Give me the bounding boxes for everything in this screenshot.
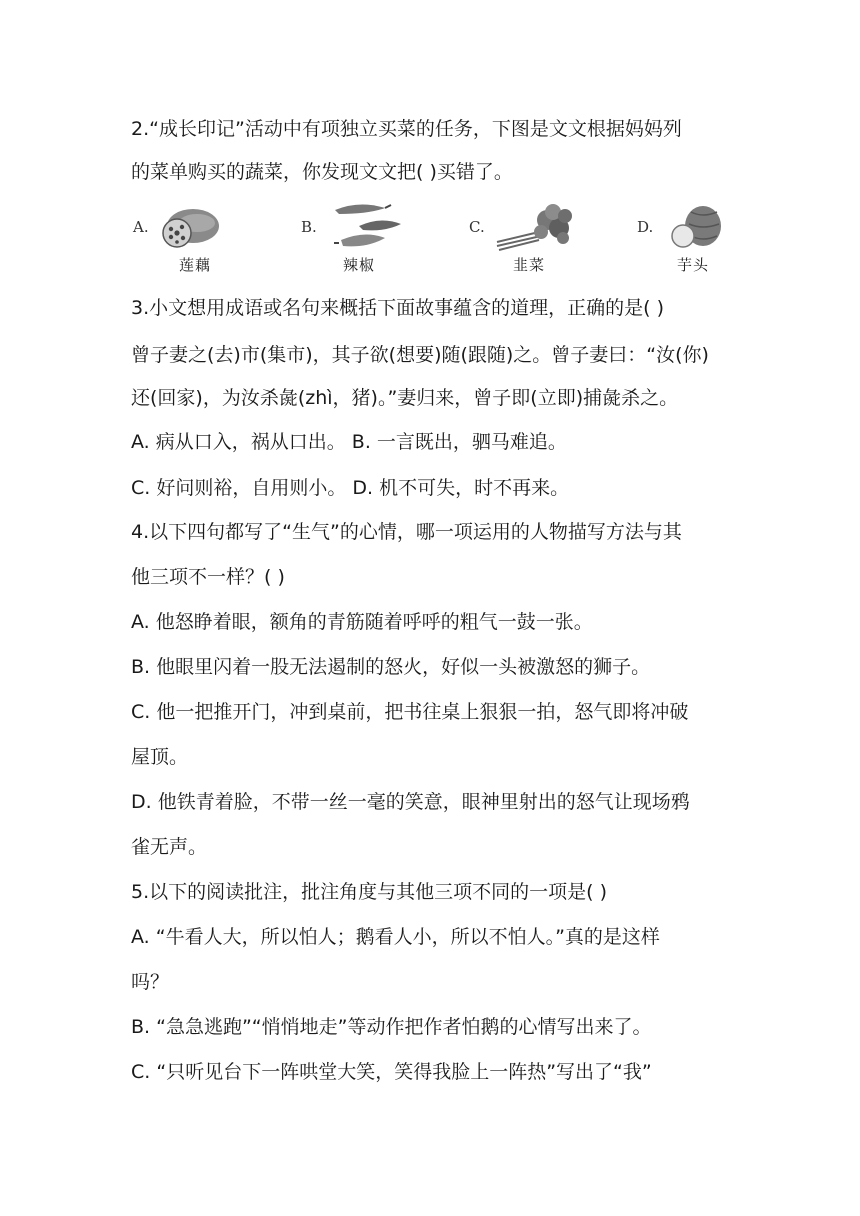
q2-image-options xyxy=(131,200,731,280)
q2-line-2: 的菜单购买的蔬菜，你发现文文把( )买错了。 xyxy=(131,161,513,183)
q4-option-d-line-1: D. 他铁青着脸，不带一丝一毫的笑意，眼神里射出的怒气让现场鸦 xyxy=(131,791,690,813)
leafy-vegetable-icon xyxy=(493,202,575,252)
q5-option-a-line-1: A. “牛看人大，所以怕人；鹅看人小，所以不怕人。”真的是这样 xyxy=(131,926,660,948)
q4-option-a: A. 他怒睁着眼，额角的青筋随着呼呼的粗气一鼓一张。 xyxy=(131,611,593,633)
q4-line-2: 他三项不一样？( ) xyxy=(131,566,285,588)
q4-option-c-line-2: 屋顶。 xyxy=(131,746,189,768)
option-a xyxy=(131,200,281,280)
q4-option-b: B. 他眼里闪着一股无法遏制的怒火，好似一头被激怒的狮子。 xyxy=(131,656,651,678)
q4-option-d-line-2: 雀无声。 xyxy=(131,836,208,858)
q3-line-1: 3.小文想用成语或名句来概括下面故事蕴含的道理，正确的是( ) xyxy=(131,297,664,319)
q3-line-2: 曾子妻之(去)市(集市)，其子欲(想要)随(跟随)之。曾子妻曰：“汝(你) xyxy=(131,344,709,366)
q3-options-cd: C. 好问则裕，自用则小。 D. 机不可失，时不再来。 xyxy=(131,477,570,499)
option-c-name: 韭菜 xyxy=(513,256,546,274)
option-b xyxy=(299,200,449,280)
option-c xyxy=(467,200,617,280)
q3-options-ab: A. 病从口入，祸从口出。 B. 一言既出，驷马难追。 xyxy=(131,431,567,453)
option-b-letter: B. xyxy=(301,218,317,236)
q5-option-b: B. “急急逃跑”“悄悄地走”等动作把作者怕鹅的心情写出来了。 xyxy=(131,1016,652,1038)
taro-icon xyxy=(667,204,725,252)
option-a-letter: A. xyxy=(133,218,149,236)
option-d-name: 芋头 xyxy=(677,256,710,274)
option-d xyxy=(635,200,785,280)
lotus-root-icon xyxy=(157,204,221,252)
q3-line-3: 还(回家)，为汝杀彘(zhì，猪)。”妻归来，曾子即(立即)捕彘杀之。 xyxy=(131,387,679,409)
option-c-letter: C. xyxy=(469,218,485,236)
chili-pepper-icon xyxy=(329,200,405,252)
option-d-letter: D. xyxy=(637,218,654,236)
option-b-name: 辣椒 xyxy=(343,256,376,274)
q5-option-c: C. “只听见台下一阵哄堂大笑，笑得我脸上一阵热”写出了“我” xyxy=(131,1061,652,1083)
q5-line-1: 5.以下的阅读批注，批注角度与其他三项不同的一项是( ) xyxy=(131,881,607,903)
q4-line-1: 4.以下四句都写了“生气”的心情，哪一项运用的人物描写方法与其 xyxy=(131,521,682,543)
q2-line-1: 2.“成长印记”活动中有项独立买菜的任务，下图是文文根据妈妈列 xyxy=(131,118,682,140)
option-a-name: 莲藕 xyxy=(179,256,212,274)
q4-option-c-line-1: C. 他一把推开门，冲到桌前，把书往桌上狠狠一拍，怒气即将冲破 xyxy=(131,701,689,723)
q5-option-a-line-2: 吗？ xyxy=(131,971,170,993)
